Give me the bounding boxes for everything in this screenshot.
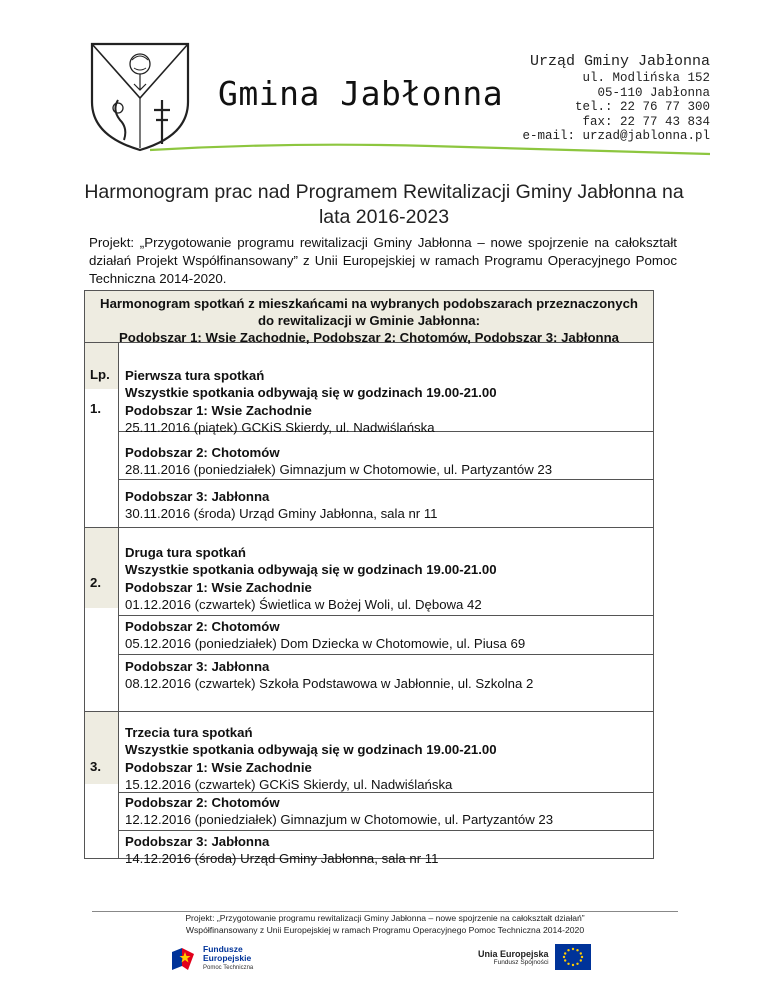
- footer-line2: Współfinansowany z Unii Europejskiej w ramach Programu Operacyjnego Pomoc Techniczna 2014-2020: [185, 924, 585, 935]
- gmina-title: Gmina Jabłonna: [218, 74, 504, 113]
- contact-postcode: 05-110 Jabłonna: [597, 85, 710, 100]
- document-title: [60, 180, 708, 230]
- contact-office: Urząd Gminy Jabłonna: [529, 53, 710, 70]
- fe-logo-line1: Fundusze: [203, 943, 243, 954]
- ue-logo-line1: Unia Europejska: [478, 948, 549, 959]
- meeting-area: Podobszar 3: Jabłonna: [125, 659, 270, 674]
- meeting-cell: [119, 528, 653, 616]
- meeting-area: Podobszar 2: Chotomów: [125, 619, 280, 634]
- document-title-line1: Harmonogram prac nad Programem Rewitalizacji Gminy Jabłonna na: [84, 181, 684, 203]
- meeting-cell: [119, 480, 653, 527]
- contact-block: [522, 52, 710, 144]
- tour-row-3: [85, 712, 653, 867]
- tour-title: Pierwsza tura spotkań: [125, 368, 265, 383]
- table-header-line3: Podobszar 1: Wsie Zachodnie, Podobszar 2: Chotomów, Podobszar 3: Jabłonna: [119, 330, 619, 345]
- meeting-details: 28.11.2016 (poniedziałek) Gimnazjum w Chotomowie, ul. Partyzantów 23: [125, 462, 553, 478]
- tour-row-2: [85, 528, 653, 712]
- meeting-cell: [119, 616, 653, 655]
- meeting-details: 15.12.2016 (czwartek) GCKiS Skierdy, ul. Nadwiślańska: [125, 777, 453, 793]
- schedule-table-header: [85, 291, 653, 343]
- table-header-line1: Harmonogram spotkań z mieszkańcami na wybranych podobszarach przeznaczonych: [100, 296, 638, 311]
- document-title-line2: lata 2016-2023: [318, 206, 450, 228]
- table-header-line2: do rewitalizacji w Gminie Jabłonna:: [257, 313, 481, 328]
- meeting-area: Podobszar 2: Chotomów: [125, 445, 280, 460]
- meeting-cell: [119, 432, 653, 480]
- meeting-details: 08.12.2016 (czwartek) Szkoła Podstawowa w Jabłonnie, ul. Szkolna 2: [125, 676, 534, 692]
- tour-hours: Wszystkie spotkania odbywają się w godzinach 19.00-21.00: [125, 742, 497, 758]
- footer-text: [92, 913, 678, 936]
- tour-hours: Wszystkie spotkania odbywają się w godzinach 19.00-21.00: [125, 385, 497, 401]
- coat-of-arms-logo: [88, 40, 192, 152]
- eu-flag-icon: [555, 944, 591, 970]
- meeting-details: 05.12.2016 (poniedziałek) Dom Dziecka w Chotomowie, ul. Piusa 69: [125, 636, 526, 652]
- fe-logo-line3: Pomoc Techniczna: [203, 964, 254, 971]
- tour-title: Druga tura spotkań: [125, 545, 246, 560]
- lp-cell-1: [85, 343, 119, 527]
- fundusze-europejskie-logo: [168, 944, 253, 974]
- meeting-area: Podobszar 3: Jabłonna: [125, 489, 270, 504]
- meeting-details: 30.11.2016 (środa) Urząd Gminy Jabłonna, sala nr 11: [125, 506, 438, 522]
- meeting-area: Podobszar 1: Wsie Zachodnie: [125, 402, 312, 418]
- lp-number-1: 1.: [90, 401, 101, 416]
- meeting-details: 01.12.2016 (czwartek) Świetlica w Bożej Woli, ul. Dębowa 42: [125, 597, 482, 613]
- meeting-area: Podobszar 1: Wsie Zachodnie: [125, 759, 312, 775]
- lp-cell-3: [85, 712, 119, 858]
- lp-number-2: 2.: [90, 575, 101, 590]
- unia-europejska-logo: [478, 944, 591, 970]
- meeting-details: 25.11.2016 (piątek) GCKiS Skierdy, ul. Nadwiślańska: [125, 420, 435, 436]
- schedule-table: [84, 290, 654, 867]
- tour-title: Trzecia tura spotkań: [125, 725, 253, 740]
- footer-divider: [92, 911, 678, 912]
- meeting-cell: [119, 343, 653, 436]
- meeting-area: Podobszar 3: Jabłonna: [125, 834, 270, 849]
- fe-star-icon: [168, 944, 198, 974]
- tour-hours: Wszystkie spotkania odbywają się w godzinach 19.00-21.00: [125, 562, 497, 578]
- meeting-cell: [119, 712, 653, 793]
- fe-logo-line2: Europejskie: [203, 953, 252, 964]
- meeting-area: Podobszar 2: Chotomów: [125, 795, 280, 810]
- contact-street: ul. Modlińska 152: [582, 71, 710, 85]
- contact-tel: tel.: 22 76 77 300: [574, 100, 710, 115]
- meeting-cell: [119, 655, 653, 711]
- meeting-area: Podobszar 1: Wsie Zachodnie: [125, 579, 312, 595]
- footer-line1: Projekt: „Przygotowanie programu rewitalizacji Gminy Jabłonna – nowe spojrzenie na całokształt działań”: [185, 913, 585, 923]
- project-description: Projekt: „Przygotowanie programu rewitalizacji Gminy Jabłonna – nowe spojrzenie na całokształt działań Projekt Współfinansowany” z Unii Europejskiej w ramach Programu Operacyjnego Pomoc Techniczna 2014-2020.: [89, 235, 677, 286]
- meeting-cell: [119, 793, 653, 831]
- contact-email: e-mail: urzad@jablonna.pl: [522, 129, 710, 144]
- contact-fax: fax: 22 77 43 834: [582, 114, 710, 129]
- meeting-details: 14.12.2016 (środa) Urząd Gminy Jabłonna, sala nr 11: [125, 851, 439, 867]
- lp-cell-2: [85, 528, 119, 711]
- meeting-details: 12.12.2016 (poniedziałek) Gimnazjum w Chotomowie, ul. Partyzantów 23: [125, 812, 554, 828]
- lp-number-3: 3.: [90, 759, 101, 774]
- ue-logo-line2: Fundusz Spójności: [493, 958, 549, 966]
- tour-row-1: [85, 343, 653, 528]
- lp-header: Lp.: [90, 367, 110, 382]
- header-green-divider: [150, 140, 710, 160]
- meeting-cell: [119, 831, 653, 867]
